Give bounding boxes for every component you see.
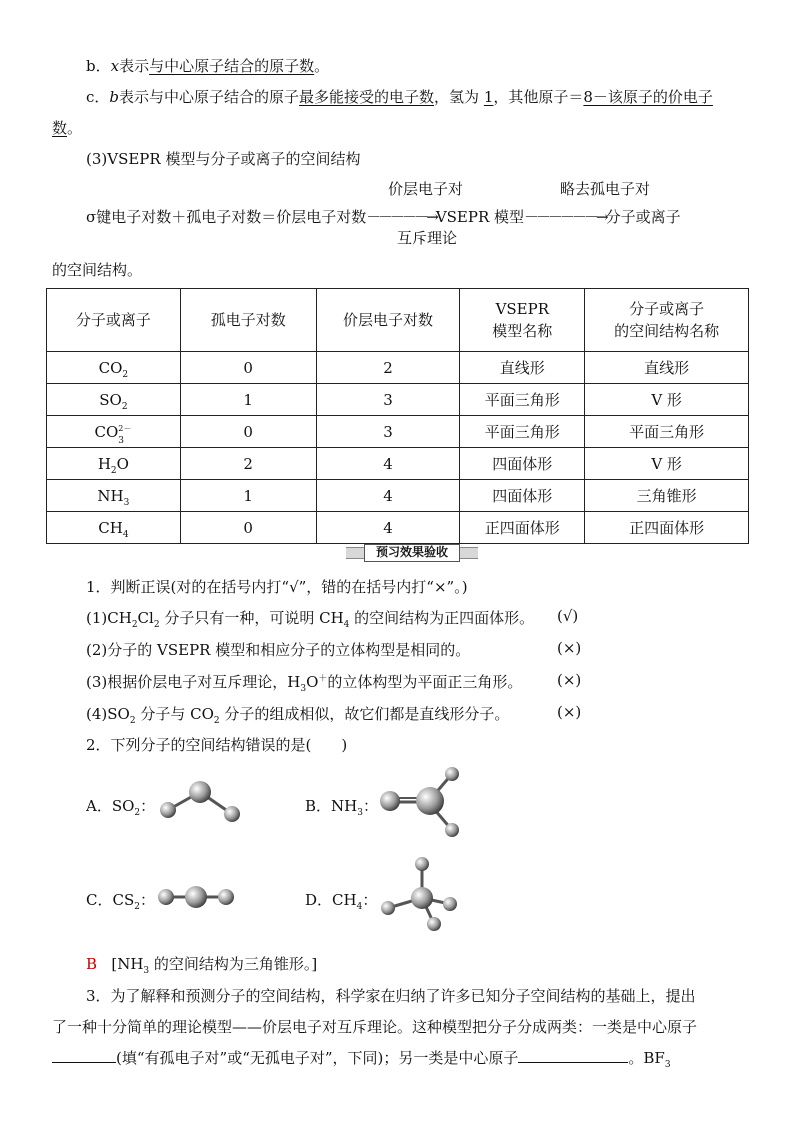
def-c-line2: 数。 xyxy=(52,119,83,137)
fill-blank-2[interactable] xyxy=(518,1048,628,1063)
header-valence-pairs: 价层电子对数 xyxy=(316,289,460,352)
flow-continuation: 的空间结构。 xyxy=(52,261,143,279)
q1-item-4: $(4)SO_2$ 分子与 $CO_2$ 分子的组成相似，故它们都是直线形分子。 xyxy=(86,705,510,726)
header-species: 分子或离子 xyxy=(47,289,181,352)
flow-top-label-1: 价层电子对 xyxy=(388,180,464,198)
fill-blank-1[interactable] xyxy=(52,1048,116,1063)
table-row: $H_2O$ 2 4 四面体形 V 形 xyxy=(47,448,749,480)
table-header-row xyxy=(47,289,749,352)
section-banner: 预习效果验收 xyxy=(346,544,478,560)
table-row: $CO_2$ 0 2 直线形 直线形 xyxy=(47,352,749,384)
nh3-model-image xyxy=(374,764,466,840)
table-row: CO 3 2－ 0 3 平面三角形 平面三角形 xyxy=(47,416,749,448)
option-d: D．$CH_4$： xyxy=(305,891,378,912)
q3-line-1: 3．为了解释和预测分子的空间结构，科学家在归纳了许多已知分子空间结构的基础上，提出 xyxy=(86,987,696,1005)
def-c-line: c．b表示与中心原子结合的原子最多能接受的电子数，氢为 1，其他原子＝8－该原子的价电子 xyxy=(86,88,713,106)
option-b: B．$NH_3$： xyxy=(305,797,378,818)
header-vsepr-model: VSEPR 模型名称 xyxy=(460,289,585,352)
q1-mark-4: (×) xyxy=(557,703,582,721)
q2-stem: 2．下列分子的空间结构错误的是( ) xyxy=(86,736,348,754)
ch4-model-image xyxy=(374,852,466,938)
flow-main-line: σ键电子对数＋孤电子对数＝价层电子对数－－－－－→VSEPR 模型－－－－－－→分子或离子 xyxy=(86,208,681,226)
flow-top-label-2: 略去孤电子对 xyxy=(560,180,651,198)
table-row: $SO_2$ 1 3 平面三角形 V 形 xyxy=(47,384,749,416)
q2-answer: B [$NH_3$ 的空间结构为三角锥形。] xyxy=(86,955,318,976)
option-c: C．$CS_2$： xyxy=(86,891,155,912)
q1-item-2: (2)分子的 VSEPR 模型和相应分子的立体构型是相同的。 xyxy=(86,641,471,659)
arrow-1: －－－－－→ xyxy=(366,208,436,226)
flow-bottom-label: 互斥理论 xyxy=(397,229,458,247)
section-title: (3)VSEPR 模型与分子或离子的空间结构 xyxy=(86,150,361,168)
vsepr-table xyxy=(46,288,749,544)
q1-mark-1: (√) xyxy=(557,607,579,625)
q1-stem: 1．判断正误(对的在括号内打“√”，错的在括号内打“×”。) xyxy=(86,578,468,596)
q1-item-3: (3)根据价层电子对互斥理论，$H_3O^+$的立体构型为平面正三角形。 xyxy=(86,673,523,694)
header-lone-pairs: 孤电子对数 xyxy=(180,289,316,352)
so2-model-image xyxy=(158,776,248,826)
q3-line-2: 了一种十分简单的理论模型——价层电子对互斥理论。这种模型把分子分成两类：一类是中心原子 xyxy=(52,1018,698,1036)
q1-mark-3: (×) xyxy=(557,671,582,689)
option-a: A．$SO_2$： xyxy=(86,797,156,818)
table-row: $NH_3$ 1 4 四面体形 三角锥形 xyxy=(47,480,749,512)
table-row: $CH_4$ 0 4 正四面体形 正四面体形 xyxy=(47,512,749,544)
q1-item-1: $(1)CH_2Cl_2$ 分子只有一种，可说明 $CH_4$ 的空间结构为正四面体形。 xyxy=(86,609,535,630)
def-b-line: b．x表示与中心原子结合的原子数。 xyxy=(86,57,330,75)
header-shape: 分子或离子 的空间结构名称 xyxy=(585,289,749,352)
cs2-model-image xyxy=(154,882,238,912)
q3-line-3: (填“有孤电子对”或“无孤电子对”，下同)；另一类是中心原子 。$BF_3$ xyxy=(52,1047,671,1068)
arrow-2: －－－－－－→ xyxy=(524,208,606,226)
q1-mark-2: (×) xyxy=(557,639,582,657)
